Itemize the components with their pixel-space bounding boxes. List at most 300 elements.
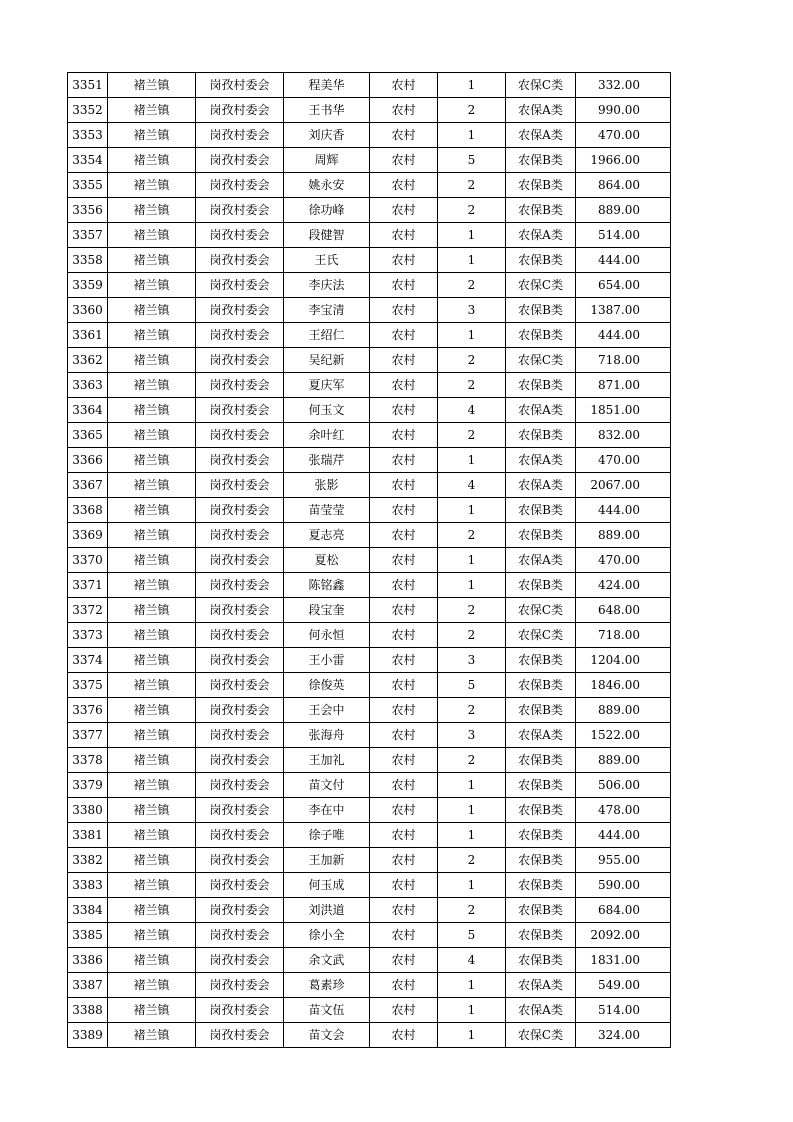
cell-committee: 岗孜村委会 xyxy=(196,548,284,573)
table-row xyxy=(68,223,671,248)
cell-area: 农村 xyxy=(370,673,438,698)
cell-category: 农保B类 xyxy=(506,423,576,448)
cell-category: 农保B类 xyxy=(506,198,576,223)
cell-amount: 514.00 xyxy=(576,223,671,248)
cell-category: 农保B类 xyxy=(506,298,576,323)
cell-count: 1 xyxy=(438,1023,506,1048)
cell-area: 农村 xyxy=(370,473,438,498)
cell-count: 2 xyxy=(438,348,506,373)
cell-area: 农村 xyxy=(370,823,438,848)
cell-committee: 岗孜村委会 xyxy=(196,723,284,748)
cell-count: 1 xyxy=(438,548,506,573)
cell-town: 褚兰镇 xyxy=(108,573,196,598)
cell-amount: 955.00 xyxy=(576,848,671,873)
cell-category: 农保B类 xyxy=(506,573,576,598)
cell-town: 褚兰镇 xyxy=(108,773,196,798)
table-row xyxy=(68,923,671,948)
cell-area: 农村 xyxy=(370,273,438,298)
cell-id: 3382 xyxy=(68,848,108,873)
cell-area: 农村 xyxy=(370,498,438,523)
cell-committee: 岗孜村委会 xyxy=(196,948,284,973)
cell-area: 农村 xyxy=(370,223,438,248)
cell-id: 3375 xyxy=(68,673,108,698)
cell-committee: 岗孜村委会 xyxy=(196,348,284,373)
cell-count: 1 xyxy=(438,573,506,598)
cell-name: 张影 xyxy=(284,473,370,498)
cell-area: 农村 xyxy=(370,98,438,123)
table-row xyxy=(68,473,671,498)
cell-id: 3364 xyxy=(68,398,108,423)
cell-town: 褚兰镇 xyxy=(108,148,196,173)
cell-area: 农村 xyxy=(370,198,438,223)
cell-category: 农保A类 xyxy=(506,98,576,123)
cell-id: 3368 xyxy=(68,498,108,523)
roster-body xyxy=(68,73,671,1048)
cell-id: 3365 xyxy=(68,423,108,448)
cell-town: 褚兰镇 xyxy=(108,423,196,448)
cell-id: 3359 xyxy=(68,273,108,298)
table-row xyxy=(68,773,671,798)
cell-amount: 549.00 xyxy=(576,973,671,998)
cell-name: 段健智 xyxy=(284,223,370,248)
table-row xyxy=(68,873,671,898)
cell-name: 苗文会 xyxy=(284,1023,370,1048)
cell-town: 褚兰镇 xyxy=(108,898,196,923)
table-row xyxy=(68,298,671,323)
cell-name: 苗文伍 xyxy=(284,998,370,1023)
table-row xyxy=(68,448,671,473)
cell-name: 张瑞芹 xyxy=(284,448,370,473)
cell-count: 2 xyxy=(438,698,506,723)
cell-town: 褚兰镇 xyxy=(108,248,196,273)
cell-amount: 889.00 xyxy=(576,698,671,723)
cell-town: 褚兰镇 xyxy=(108,823,196,848)
cell-area: 农村 xyxy=(370,898,438,923)
cell-town: 褚兰镇 xyxy=(108,298,196,323)
cell-count: 2 xyxy=(438,523,506,548)
table-row xyxy=(68,173,671,198)
cell-category: 农保A类 xyxy=(506,123,576,148)
cell-amount: 648.00 xyxy=(576,598,671,623)
cell-area: 农村 xyxy=(370,323,438,348)
cell-amount: 1846.00 xyxy=(576,673,671,698)
cell-id: 3351 xyxy=(68,73,108,98)
table-row xyxy=(68,273,671,298)
cell-area: 农村 xyxy=(370,398,438,423)
cell-area: 农村 xyxy=(370,998,438,1023)
cell-committee: 岗孜村委会 xyxy=(196,923,284,948)
table-row xyxy=(68,398,671,423)
cell-count: 3 xyxy=(438,648,506,673)
table-row xyxy=(68,673,671,698)
cell-name: 余叶红 xyxy=(284,423,370,448)
cell-amount: 990.00 xyxy=(576,98,671,123)
cell-name: 姚永安 xyxy=(284,173,370,198)
cell-amount: 2067.00 xyxy=(576,473,671,498)
roster-table xyxy=(67,72,671,1048)
cell-count: 2 xyxy=(438,898,506,923)
cell-name: 夏庆军 xyxy=(284,373,370,398)
cell-id: 3380 xyxy=(68,798,108,823)
cell-town: 褚兰镇 xyxy=(108,1023,196,1048)
table-row xyxy=(68,723,671,748)
cell-town: 褚兰镇 xyxy=(108,598,196,623)
cell-name: 王加新 xyxy=(284,848,370,873)
cell-count: 1 xyxy=(438,998,506,1023)
cell-count: 1 xyxy=(438,448,506,473)
cell-count: 1 xyxy=(438,123,506,148)
cell-town: 褚兰镇 xyxy=(108,973,196,998)
cell-id: 3373 xyxy=(68,623,108,648)
cell-amount: 444.00 xyxy=(576,248,671,273)
cell-count: 1 xyxy=(438,73,506,98)
cell-amount: 718.00 xyxy=(576,623,671,648)
cell-name: 夏松 xyxy=(284,548,370,573)
cell-id: 3379 xyxy=(68,773,108,798)
cell-category: 农保A类 xyxy=(506,473,576,498)
cell-count: 1 xyxy=(438,498,506,523)
cell-name: 程美华 xyxy=(284,73,370,98)
cell-town: 褚兰镇 xyxy=(108,923,196,948)
cell-committee: 岗孜村委会 xyxy=(196,173,284,198)
cell-category: 农保C类 xyxy=(506,623,576,648)
cell-id: 3386 xyxy=(68,948,108,973)
cell-name: 李庆法 xyxy=(284,273,370,298)
cell-committee: 岗孜村委会 xyxy=(196,698,284,723)
table-row xyxy=(68,523,671,548)
cell-area: 农村 xyxy=(370,598,438,623)
cell-committee: 岗孜村委会 xyxy=(196,498,284,523)
cell-committee: 岗孜村委会 xyxy=(196,598,284,623)
table-row xyxy=(68,948,671,973)
cell-id: 3362 xyxy=(68,348,108,373)
cell-category: 农保B类 xyxy=(506,173,576,198)
cell-area: 农村 xyxy=(370,148,438,173)
cell-town: 褚兰镇 xyxy=(108,723,196,748)
cell-id: 3353 xyxy=(68,123,108,148)
cell-category: 农保B类 xyxy=(506,648,576,673)
cell-id: 3374 xyxy=(68,648,108,673)
table-row xyxy=(68,898,671,923)
cell-name: 何永恒 xyxy=(284,623,370,648)
cell-id: 3352 xyxy=(68,98,108,123)
cell-category: 农保C类 xyxy=(506,598,576,623)
cell-name: 徐子唯 xyxy=(284,823,370,848)
cell-committee: 岗孜村委会 xyxy=(196,98,284,123)
cell-committee: 岗孜村委会 xyxy=(196,973,284,998)
cell-category: 农保B类 xyxy=(506,323,576,348)
cell-category: 农保B类 xyxy=(506,698,576,723)
cell-category: 农保B类 xyxy=(506,248,576,273)
table-row xyxy=(68,423,671,448)
cell-amount: 684.00 xyxy=(576,898,671,923)
cell-name: 余文武 xyxy=(284,948,370,973)
cell-committee: 岗孜村委会 xyxy=(196,623,284,648)
table-row xyxy=(68,823,671,848)
cell-category: 农保B类 xyxy=(506,148,576,173)
cell-count: 2 xyxy=(438,423,506,448)
table-row xyxy=(68,348,671,373)
cell-count: 4 xyxy=(438,473,506,498)
cell-amount: 324.00 xyxy=(576,1023,671,1048)
cell-town: 褚兰镇 xyxy=(108,98,196,123)
cell-id: 3388 xyxy=(68,998,108,1023)
cell-id: 3381 xyxy=(68,823,108,848)
cell-name: 苗莹莹 xyxy=(284,498,370,523)
cell-count: 4 xyxy=(438,948,506,973)
table-row xyxy=(68,123,671,148)
cell-amount: 444.00 xyxy=(576,323,671,348)
cell-committee: 岗孜村委会 xyxy=(196,198,284,223)
cell-category: 农保B类 xyxy=(506,523,576,548)
cell-amount: 514.00 xyxy=(576,998,671,1023)
cell-committee: 岗孜村委会 xyxy=(196,748,284,773)
cell-amount: 470.00 xyxy=(576,548,671,573)
cell-name: 刘庆香 xyxy=(284,123,370,148)
cell-amount: 1204.00 xyxy=(576,648,671,673)
cell-count: 2 xyxy=(438,98,506,123)
cell-town: 褚兰镇 xyxy=(108,323,196,348)
cell-category: 农保A类 xyxy=(506,723,576,748)
cell-category: 农保C类 xyxy=(506,348,576,373)
table-row xyxy=(68,748,671,773)
cell-category: 农保B类 xyxy=(506,373,576,398)
cell-area: 农村 xyxy=(370,523,438,548)
cell-town: 褚兰镇 xyxy=(108,648,196,673)
cell-town: 褚兰镇 xyxy=(108,498,196,523)
cell-category: 农保A类 xyxy=(506,973,576,998)
cell-category: 农保C类 xyxy=(506,73,576,98)
cell-category: 农保B类 xyxy=(506,773,576,798)
cell-name: 王书华 xyxy=(284,98,370,123)
cell-amount: 889.00 xyxy=(576,748,671,773)
cell-name: 段宝奎 xyxy=(284,598,370,623)
cell-id: 3356 xyxy=(68,198,108,223)
table-row xyxy=(68,848,671,873)
cell-count: 5 xyxy=(438,148,506,173)
cell-town: 褚兰镇 xyxy=(108,798,196,823)
cell-town: 褚兰镇 xyxy=(108,623,196,648)
cell-amount: 444.00 xyxy=(576,498,671,523)
cell-category: 农保A类 xyxy=(506,448,576,473)
cell-area: 农村 xyxy=(370,298,438,323)
cell-town: 褚兰镇 xyxy=(108,698,196,723)
cell-count: 1 xyxy=(438,798,506,823)
cell-committee: 岗孜村委会 xyxy=(196,998,284,1023)
cell-category: 农保A类 xyxy=(506,548,576,573)
cell-committee: 岗孜村委会 xyxy=(196,648,284,673)
cell-name: 何玉成 xyxy=(284,873,370,898)
cell-area: 农村 xyxy=(370,848,438,873)
cell-count: 2 xyxy=(438,748,506,773)
cell-category: 农保C类 xyxy=(506,273,576,298)
cell-category: 农保B类 xyxy=(506,948,576,973)
cell-id: 3376 xyxy=(68,698,108,723)
cell-category: 农保B类 xyxy=(506,923,576,948)
cell-town: 褚兰镇 xyxy=(108,123,196,148)
cell-committee: 岗孜村委会 xyxy=(196,798,284,823)
cell-name: 李在中 xyxy=(284,798,370,823)
cell-name: 徐俊英 xyxy=(284,673,370,698)
cell-count: 2 xyxy=(438,273,506,298)
cell-area: 农村 xyxy=(370,748,438,773)
cell-category: 农保A类 xyxy=(506,398,576,423)
cell-name: 何玉文 xyxy=(284,398,370,423)
cell-count: 2 xyxy=(438,623,506,648)
table-row xyxy=(68,98,671,123)
cell-id: 3383 xyxy=(68,873,108,898)
cell-id: 3387 xyxy=(68,973,108,998)
cell-id: 3385 xyxy=(68,923,108,948)
cell-id: 3370 xyxy=(68,548,108,573)
table-row xyxy=(68,1023,671,1048)
cell-name: 王会中 xyxy=(284,698,370,723)
cell-category: 农保A类 xyxy=(506,223,576,248)
table-row xyxy=(68,973,671,998)
cell-town: 褚兰镇 xyxy=(108,998,196,1023)
cell-amount: 470.00 xyxy=(576,448,671,473)
cell-category: 农保B类 xyxy=(506,873,576,898)
cell-town: 褚兰镇 xyxy=(108,373,196,398)
cell-amount: 478.00 xyxy=(576,798,671,823)
cell-name: 陈铭鑫 xyxy=(284,573,370,598)
cell-count: 2 xyxy=(438,173,506,198)
cell-id: 3366 xyxy=(68,448,108,473)
table-row xyxy=(68,998,671,1023)
cell-committee: 岗孜村委会 xyxy=(196,323,284,348)
cell-id: 3389 xyxy=(68,1023,108,1048)
cell-amount: 470.00 xyxy=(576,123,671,148)
cell-town: 褚兰镇 xyxy=(108,673,196,698)
cell-committee: 岗孜村委会 xyxy=(196,248,284,273)
table-row xyxy=(68,598,671,623)
cell-area: 农村 xyxy=(370,948,438,973)
cell-count: 3 xyxy=(438,723,506,748)
cell-name: 周辉 xyxy=(284,148,370,173)
cell-area: 农村 xyxy=(370,648,438,673)
cell-amount: 444.00 xyxy=(576,823,671,848)
cell-id: 3360 xyxy=(68,298,108,323)
table-row xyxy=(68,248,671,273)
cell-town: 褚兰镇 xyxy=(108,523,196,548)
cell-amount: 864.00 xyxy=(576,173,671,198)
cell-committee: 岗孜村委会 xyxy=(196,398,284,423)
cell-name: 王绍仁 xyxy=(284,323,370,348)
cell-committee: 岗孜村委会 xyxy=(196,573,284,598)
cell-count: 2 xyxy=(438,848,506,873)
cell-count: 4 xyxy=(438,398,506,423)
cell-id: 3371 xyxy=(68,573,108,598)
cell-id: 3363 xyxy=(68,373,108,398)
cell-committee: 岗孜村委会 xyxy=(196,473,284,498)
cell-committee: 岗孜村委会 xyxy=(196,298,284,323)
cell-area: 农村 xyxy=(370,373,438,398)
cell-category: 农保B类 xyxy=(506,848,576,873)
cell-amount: 654.00 xyxy=(576,273,671,298)
table-row xyxy=(68,648,671,673)
cell-town: 褚兰镇 xyxy=(108,73,196,98)
cell-id: 3358 xyxy=(68,248,108,273)
cell-name: 王加礼 xyxy=(284,748,370,773)
table-row xyxy=(68,498,671,523)
cell-name: 张海舟 xyxy=(284,723,370,748)
table-row xyxy=(68,373,671,398)
table-row xyxy=(68,573,671,598)
cell-name: 吴纪新 xyxy=(284,348,370,373)
table-row xyxy=(68,73,671,98)
cell-name: 王氏 xyxy=(284,248,370,273)
cell-id: 3378 xyxy=(68,748,108,773)
cell-area: 农村 xyxy=(370,448,438,473)
cell-count: 2 xyxy=(438,198,506,223)
table-row xyxy=(68,148,671,173)
cell-committee: 岗孜村委会 xyxy=(196,898,284,923)
cell-amount: 1522.00 xyxy=(576,723,671,748)
cell-area: 农村 xyxy=(370,548,438,573)
cell-id: 3354 xyxy=(68,148,108,173)
cell-area: 农村 xyxy=(370,248,438,273)
cell-id: 3367 xyxy=(68,473,108,498)
cell-count: 1 xyxy=(438,873,506,898)
cell-id: 3357 xyxy=(68,223,108,248)
cell-committee: 岗孜村委会 xyxy=(196,873,284,898)
cell-id: 3369 xyxy=(68,523,108,548)
cell-town: 褚兰镇 xyxy=(108,873,196,898)
table-row xyxy=(68,623,671,648)
cell-area: 农村 xyxy=(370,73,438,98)
cell-amount: 871.00 xyxy=(576,373,671,398)
cell-area: 农村 xyxy=(370,123,438,148)
cell-town: 褚兰镇 xyxy=(108,473,196,498)
cell-count: 2 xyxy=(438,373,506,398)
cell-amount: 1387.00 xyxy=(576,298,671,323)
cell-area: 农村 xyxy=(370,573,438,598)
cell-category: 农保B类 xyxy=(506,798,576,823)
cell-id: 3372 xyxy=(68,598,108,623)
cell-amount: 1966.00 xyxy=(576,148,671,173)
cell-name: 王小雷 xyxy=(284,648,370,673)
cell-committee: 岗孜村委会 xyxy=(196,273,284,298)
cell-count: 3 xyxy=(438,298,506,323)
cell-committee: 岗孜村委会 xyxy=(196,773,284,798)
cell-category: 农保B类 xyxy=(506,498,576,523)
cell-committee: 岗孜村委会 xyxy=(196,448,284,473)
cell-area: 农村 xyxy=(370,873,438,898)
cell-count: 1 xyxy=(438,823,506,848)
cell-id: 3377 xyxy=(68,723,108,748)
cell-count: 2 xyxy=(438,598,506,623)
cell-name: 徐小全 xyxy=(284,923,370,948)
table-row xyxy=(68,198,671,223)
cell-id: 3355 xyxy=(68,173,108,198)
cell-area: 农村 xyxy=(370,173,438,198)
cell-amount: 889.00 xyxy=(576,198,671,223)
cell-category: 农保A类 xyxy=(506,998,576,1023)
cell-name: 徐功峰 xyxy=(284,198,370,223)
cell-count: 1 xyxy=(438,248,506,273)
cell-committee: 岗孜村委会 xyxy=(196,73,284,98)
cell-amount: 590.00 xyxy=(576,873,671,898)
cell-category: 农保C类 xyxy=(506,1023,576,1048)
cell-committee: 岗孜村委会 xyxy=(196,523,284,548)
cell-area: 农村 xyxy=(370,348,438,373)
cell-category: 农保B类 xyxy=(506,748,576,773)
cell-name: 苗文付 xyxy=(284,773,370,798)
cell-count: 1 xyxy=(438,973,506,998)
cell-town: 褚兰镇 xyxy=(108,398,196,423)
cell-amount: 718.00 xyxy=(576,348,671,373)
cell-area: 农村 xyxy=(370,773,438,798)
